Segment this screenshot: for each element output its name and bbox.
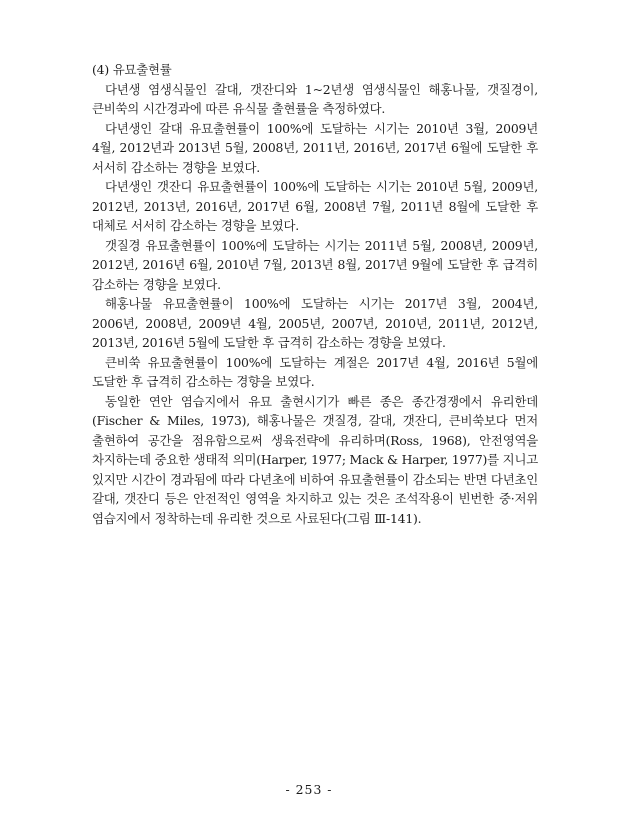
body-content xyxy=(92,60,538,528)
section-heading: (4) 유묘출현률 xyxy=(92,62,172,77)
page-number: - 253 - xyxy=(285,782,333,797)
paragraph-discussion: 동일한 연안 염습지에서 유묘 출현시기가 빠른 종은 종간경쟁에서 유리한데(Fischer & Miles, 1973), 해홍나물은 갯질경, 갈대, 갯잔디, 큰비쑥보다 먼저 출현하여 공간을 점유함으로써 생육전략에 유리하며(Ross, 1968), 안전영역을 차지하는데 중요한 생태적 의미(Harper, 1977; Mack & Harper, 1977)를 지니고 있지만 시간이 경과됨에 따라 다년초에 비하여 유묘출현률이 감소되는 반면 다년초인 갈대, 갯잔디 등은 안전적인 영역을 차지하고 있는 것은 조석작용이 빈번한 중·저위 염습지에서 정착하는데 유리한 것으로 사료된다(그림 Ⅲ-141). xyxy=(92,393,538,526)
paragraph-suaeda: 해홍나물 유묘출현률이 100%에 도달하는 시기는 2017년 3월, 2004년, 2006년, 2008년, 2009년 4월, 2005년, 2007년, 2010년, 2011년, 2012년, 2013년, 2016년 5월에 도달한 후 급격히 감소하는 경향을 보였다. xyxy=(92,296,538,350)
paragraph-zoysia: 다년생인 갯잔디 유묘출현률이 100%에 도달하는 시기는 2010년 5월, 2009년, 2012년, 2013년, 2016년, 2017년 6월, 2008년 7월, 2011년 8월에 도달한 후 대체로 서서히 감소하는 경향을 보였다. xyxy=(92,179,538,233)
paragraph-intro: 다년생 염생식물인 갈대, 갯잔디와 1~2년생 염생식물인 해홍나물, 갯질경이, 큰비쑥의 시간경과에 따른 유식물 출현률을 측정하였다. xyxy=(92,81,538,116)
paragraph-reed: 다년생인 갈대 유묘출현률이 100%에 도달하는 시기는 2010년 3월, 2009년 4월, 2012년과 2013년 5월, 2008년, 2011년, 2016년, 2017년 6월에 도달한 후 서서히 감소하는 경향을 보였다. xyxy=(92,120,538,175)
paragraph-limonium: 갯질경 유묘출현률이 100%에 도달하는 시기는 2011년 5월, 2008년, 2009년, 2012년, 2016년 6월, 2010년 7월, 2013년 8월, 2017년 9월에 도달한 후 급격히 감소하는 경향을 보였다. xyxy=(92,237,538,292)
paragraph-artemisia: 큰비쑥 유묘출현률이 100%에 도달하는 계절은 2017년 4월, 2016년 5월에 도달한 후 급격히 감소하는 경향을 보였다. xyxy=(92,354,538,389)
